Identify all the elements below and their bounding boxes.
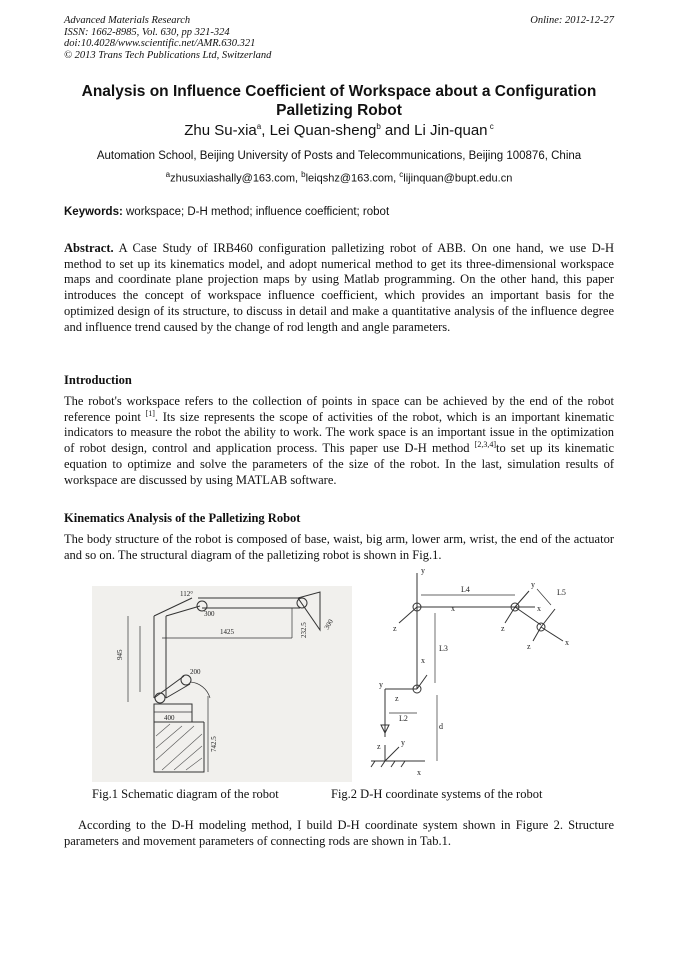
author-3-mark: c: [487, 122, 494, 131]
email-mark-c: c: [399, 170, 404, 179]
author-list: [60, 122, 618, 139]
axis-y-4: y: [379, 680, 383, 689]
figure-2-dh-coordinates: [365, 565, 595, 783]
abstract-text: A Case Study of IRB460 configuration palletizing robot of ABB. On one hand, we use D-H method to set up its kinematics model, and adopt numerical method to get its three-dimensional workspace maps and coordinate plane projection maps by using Matlab programming. On the other hand, this paper introduces the concept of workspace influence coefficient, which provides an important basis for the optimized design of its structure, to discuss in detail and make a quantitative analysis of the influence degree and influence trend caused by the change of rod length and angle parameters.: [64, 241, 614, 334]
label-l3: L3: [439, 644, 448, 653]
axis-x-5: x: [417, 768, 421, 777]
dim-232-5: 232.5: [300, 622, 308, 638]
email-mark-a: a: [165, 170, 171, 179]
author-1-mark: a: [256, 122, 262, 131]
citation-1[interactable]: [1]: [145, 408, 155, 418]
journal-name: Advanced Materials Research: [64, 15, 191, 26]
axis-x-2: x: [537, 604, 541, 613]
dh-coordinate-drawing: [365, 565, 595, 783]
affiliation: Automation School, Beijing University of Posts and Telecommunications, Beijing 100876, China: [96, 150, 582, 162]
email-c: lijinquan@bupt.edu.cn: [403, 172, 513, 185]
dim-1425: 1425: [220, 628, 234, 636]
introduction-paragraph: [64, 394, 614, 488]
online-date: Online: 2012-12-27: [530, 15, 614, 26]
robot-schematic-drawing: [92, 586, 352, 782]
closing-paragraph: According to the D-H modeling method, I build D-H coordinate system shown in Figure 2. Structure parameters and movement parameters of connecting rods are shown in Tab.1.: [64, 818, 614, 848]
axis-y-2: y: [531, 580, 535, 589]
title-line-1: Analysis on Influence Coefficient of Workspace about a Configuration: [81, 83, 597, 100]
email-a: zhusuxiashally@163.com,: [170, 172, 302, 185]
axis-x-4: x: [421, 656, 425, 665]
author-2-mark: b: [376, 122, 381, 131]
title-line-2: Palletizing Robot: [276, 102, 402, 119]
intro-text-3: to set up its kinematic equation to optimize and solve the parameters of the size of the robot. In the last, simulation results of workspace are discussed by using MATLAB software.: [64, 441, 614, 487]
axis-z-5: z: [377, 742, 381, 751]
kinematics-paragraph: The body structure of the robot is composed of base, waist, big arm, lower arm, wrist, the end of the actuator and so on. The structural diagram of the palletizing robot is shown in Fig.1.: [64, 532, 614, 562]
axis-z-1: z: [393, 624, 397, 633]
author-emails: [60, 170, 618, 185]
paper-title: [60, 82, 618, 120]
section-heading-introduction: Introduction: [64, 373, 132, 387]
dim-400: 400: [164, 714, 175, 722]
issn-line: ISSN: 1662-8985, Vol. 630, pp 321-324: [64, 26, 230, 38]
dim-angle-112: 112°: [180, 590, 194, 598]
keywords-label: Keywords:: [64, 206, 123, 218]
label-l2: L2: [399, 714, 408, 723]
dim-300-end: 300: [322, 617, 335, 631]
author-2: Lei Quan-sheng: [269, 122, 377, 139]
abstract-label: Abstract.: [64, 241, 114, 255]
email-mark-b: b: [301, 170, 306, 179]
dim-742-5: 742.5: [210, 736, 218, 752]
figure-2-caption: Fig.2 D-H coordinate systems of the robot: [331, 787, 543, 801]
keywords: [64, 206, 389, 218]
axis-z-2: z: [501, 624, 505, 633]
label-l4: L4: [461, 585, 470, 594]
email-b: leiqshz@163.com,: [305, 172, 400, 185]
label-l5: L5: [557, 588, 566, 597]
dim-945: 945: [116, 649, 124, 660]
intro-text-2: . Its size represents the scope of activities of the robot, which is an important kinematic indicators to measure the robot the ability to work. The work space is an important issue in the optimization of robot design, control and application process. This paper use D-H method: [64, 409, 614, 456]
dim-200: 200: [190, 668, 201, 676]
abstract: [64, 241, 614, 335]
axis-z-3: z: [527, 642, 531, 651]
axis-x-3: x: [565, 638, 569, 647]
author-1: Zhu Su-xia: [184, 122, 257, 139]
figure-1-schematic: [92, 586, 352, 782]
intro-text-1: The robot's workspace refers to the collection of points in space can be achieved by the end of the robot reference point: [64, 394, 614, 424]
figure-1-caption: Fig.1 Schematic diagram of the robot: [92, 787, 279, 801]
dim-300-top: 300: [204, 610, 215, 618]
author-separator: ,: [261, 122, 270, 139]
copyright-line: © 2013 Trans Tech Publications Ltd, Switzerland: [64, 49, 272, 61]
doi-line: doi:10.4028/www.scientific.net/AMR.630.321: [64, 38, 256, 49]
axis-z-4: z: [395, 694, 399, 703]
author-3: Li Jin-quan: [414, 122, 488, 139]
author-separator: and: [380, 122, 415, 139]
citation-2-4[interactable]: [2,3,4]: [474, 439, 496, 449]
keywords-text: workspace; D-H method; influence coefficient; robot: [122, 206, 390, 218]
section-heading-kinematics: Kinematics Analysis of the Palletizing Robot: [64, 511, 301, 525]
axis-x-1: x: [451, 604, 455, 613]
axis-y-5: y: [401, 738, 405, 747]
axis-y-top: y: [421, 566, 425, 575]
journal-metadata: [64, 15, 271, 61]
label-d: d: [439, 722, 443, 731]
